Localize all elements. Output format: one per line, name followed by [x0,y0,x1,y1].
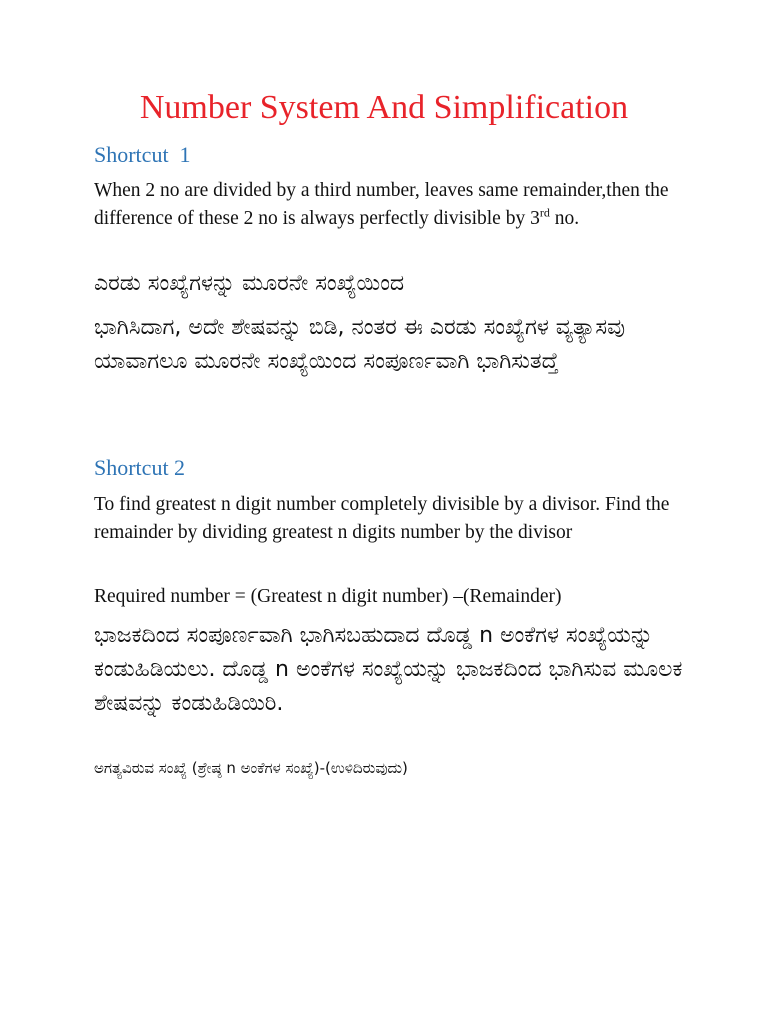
page-title: Number System And Simplification [139,89,629,126]
ordinal-superscript: rd [539,205,550,220]
shortcut-2-kannada-formula: ಅಗತ್ಯವಿರುವ ಸಂಖ್ಯೆ (ಶ್ರೇಷ್ಠ n ಅಂಕೆಗಳ ಸಂಖ್ಯೆ)-(ಉಳಿದಿರುವುದು) [94,759,408,777]
shortcut-1-english-text [94,177,684,233]
shortcut-2-kannada-text: ಭಾಜಕದಿಂದ ಸಂಪೂರ್ಣವಾಗಿ ಭಾಗಿಸಬಹುದಾದ ದೊಡ್ಡ n ಅಂಕೆಗಳ ಸಂಖ್ಯೆಯನ್ನು ಕಂಡುಹಿಡಿಯಲು. ದೊಡ್ಡ n ಅಂಕೆಗಳ ಸಂಖ್ಯೆಯನ್ನು ಭಾಜಕದಿಂದ ಭಾಗಿಸುವ ಮೂಲಕ ಶೇಷವನ್ನು ಕಂಡುಹಿಡಿಯಿರಿ. [94,623,683,716]
shortcut-2-heading: Shortcut 2 [94,455,186,480]
shortcut-2-formula: Required number = (Greatest n digit number) –(Remainder) [94,586,562,607]
shortcut-1-english-text-main: When 2 no are divided by a third number, leaves same remainder,then the difference of these 2 no is always perfectly divisible by 3 [94,180,669,229]
shortcut-1-kannada-line: ಎರಡು ಸಂಖ್ಯೆಗಳನ್ನು ಮೂರನೇ ಸಂಖ್ಯೆಯಿಂದ [94,271,405,296]
shortcut-1-kannada-text: ಭಾಗಿಸಿದಾಗ, ಅದೇ ಶೇಷವನ್ನು ಬಿಡಿ, ನಂತರ ಈ ಎರಡು ಸಂಖ್ಯೆಗಳ ವ್ಯತ್ಯಾಸವು ಯಾವಾಗಲೂ ಮೂರನೇ ಸಂಖ್ಯೆಯಿಂದ ಸಂಪೂರ್ಣವಾಗಿ ಭಾಗಿಸುತದ್ತೆ [94,315,626,374]
shortcut-1-english-text-end: no. [549,208,580,229]
shortcut-1-heading: Shortcut 1 [94,142,191,167]
shortcut-2-english-text: To find greatest n digit number completely divisible by a divisor. Find the remainder by dividing greatest n digits number by the divisor [94,494,670,543]
